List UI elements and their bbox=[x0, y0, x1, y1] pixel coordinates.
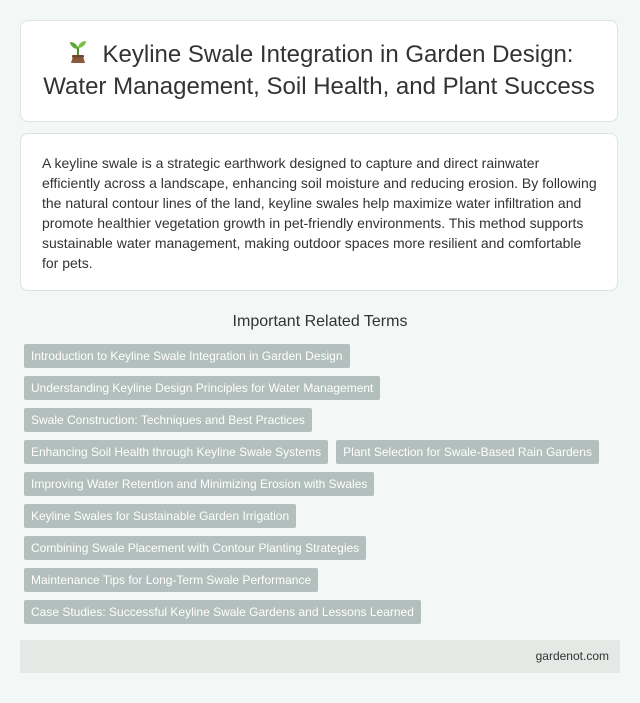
term-row bbox=[24, 504, 620, 528]
term-row bbox=[24, 408, 620, 432]
page-title-text: Keyline Swale Integration in Garden Design: Water Management, Soil Health, and Plant Success bbox=[43, 41, 595, 100]
term-row bbox=[24, 536, 620, 560]
page-title bbox=[21, 39, 617, 103]
term-tag[interactable]: Plant Selection for Swale-Based Rain Gardens bbox=[336, 440, 599, 464]
term-tag[interactable]: Keyline Swales for Sustainable Garden Irrigation bbox=[24, 504, 296, 528]
intro-text: A keyline swale is a strategic earthwork designed to capture and direct rainwater efficiently across a landscape, enhancing soil moisture and reducing erosion. By following the natural contour lines of the land, keyline swales help maximize water infiltration and promote healthier vegetation growth in pet-friendly environments. This method supports sustainable water management, making outdoor spaces more resilient and comfortable for pets. bbox=[42, 155, 597, 271]
term-tag[interactable]: Understanding Keyline Design Principles for Water Management bbox=[24, 376, 380, 400]
term-row bbox=[24, 600, 620, 624]
intro-card bbox=[20, 133, 618, 291]
title-card bbox=[20, 20, 618, 122]
footer-site-link[interactable]: gardenot.com bbox=[535, 649, 609, 663]
term-tag[interactable]: Maintenance Tips for Long-Term Swale Performance bbox=[24, 568, 318, 592]
term-tag[interactable]: Combining Swale Placement with Contour Planting Strategies bbox=[24, 536, 366, 560]
footer bbox=[20, 640, 620, 673]
term-tag[interactable]: Case Studies: Successful Keyline Swale Gardens and Lessons Learned bbox=[24, 600, 421, 624]
sprout-icon bbox=[65, 39, 91, 65]
term-row bbox=[24, 344, 620, 368]
term-row bbox=[24, 472, 620, 496]
term-tag[interactable]: Improving Water Retention and Minimizing Erosion with Swales bbox=[24, 472, 374, 496]
term-row bbox=[24, 376, 620, 400]
related-terms-heading: Important Related Terms bbox=[232, 313, 408, 330]
term-tag[interactable]: Swale Construction: Techniques and Best Practices bbox=[24, 408, 312, 432]
term-tag[interactable]: Enhancing Soil Health through Keyline Swale Systems bbox=[24, 440, 328, 464]
term-tag[interactable]: Introduction to Keyline Swale Integration in Garden Design bbox=[24, 344, 350, 368]
related-terms-list bbox=[24, 344, 620, 632]
term-row bbox=[24, 568, 620, 592]
term-row bbox=[24, 440, 620, 464]
